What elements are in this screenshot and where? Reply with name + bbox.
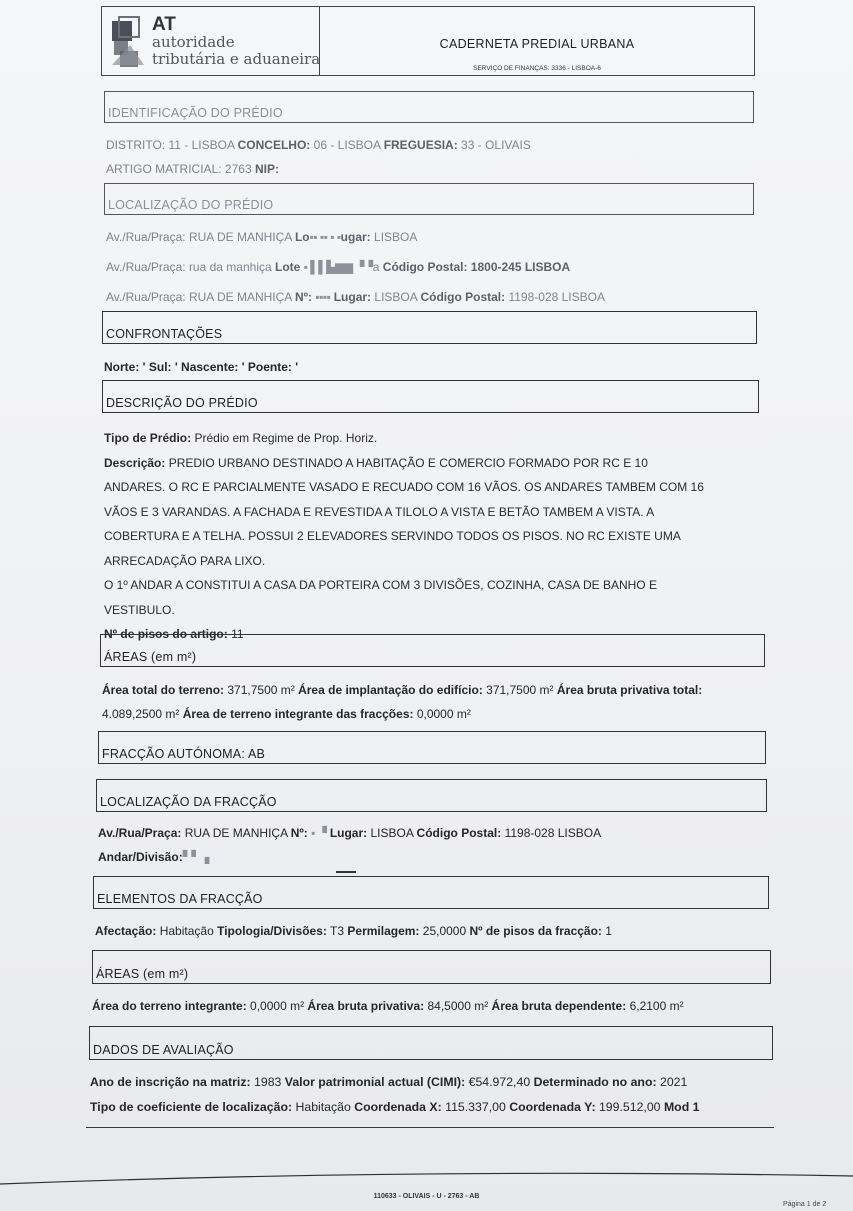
document-title: CADERNETA PREDIAL URBANA bbox=[439, 37, 635, 51]
document-header bbox=[101, 6, 755, 76]
afectacao-label: Afectação: bbox=[95, 924, 157, 938]
bruta-dependente-value: 6,2100 m² bbox=[629, 999, 684, 1013]
logo-line-2: tributária e aduaneira bbox=[152, 50, 321, 68]
section-identificacao bbox=[104, 91, 754, 123]
descricao-line-2: ANDARES. O RC E PARCIALMENTE VASADO E RECUADO COM 16 VÃOS. OS ANDARES TAMBEM COM 16 bbox=[104, 480, 704, 494]
lugar-label: Lugar: bbox=[333, 290, 372, 304]
page-number: Página 1 de 2 bbox=[783, 1201, 827, 1208]
section-descricao bbox=[102, 380, 759, 413]
mod-value: Mod 1 bbox=[663, 1100, 700, 1114]
redacted-text: ▪▪▪▪ bbox=[315, 290, 331, 304]
localizacao-row-1 bbox=[106, 230, 417, 245]
descricao-line-6: O 1º ANDAR A CONSTITUI A CASA DA PORTEIRA COM 3 DIVISÕES, COZINHA, CASA DE BANHO E bbox=[104, 578, 657, 592]
section-localizacao-fraccao bbox=[96, 779, 767, 812]
numero-label: Nº: bbox=[290, 826, 308, 840]
distrito-value: 11 - LISBOA bbox=[168, 138, 235, 152]
section-heading: ELEMENTOS DA FRACÇÃO bbox=[97, 892, 263, 906]
descricao-line-5: ARRECADAÇÃO PARA LIXO. bbox=[104, 553, 266, 568]
rua-value: RUA DE MANHIÇA bbox=[188, 230, 292, 244]
codigo-postal: Código Postal: 1800-245 LISBOA bbox=[382, 260, 571, 274]
section-confrontacoes bbox=[102, 311, 757, 344]
section-fraccao-autonoma bbox=[98, 731, 766, 764]
tipo-value: Prédio em Regime de Prop. Horiz. bbox=[194, 431, 378, 445]
coeficiente-value: Habitação bbox=[295, 1100, 351, 1114]
descricao-line-7: VESTIBULO. bbox=[104, 602, 175, 617]
terreno-integrante-label: Área do terreno integrante: bbox=[92, 999, 247, 1013]
section-localizacao-predio bbox=[104, 183, 754, 215]
areas-predio-line-1 bbox=[102, 683, 702, 698]
ano-inscricao-label: Ano de inscrição na matriz: bbox=[90, 1075, 251, 1089]
terreno-integrante-value: 0,0000 m² bbox=[416, 707, 471, 721]
section-heading: ÁREAS (em m²) bbox=[104, 650, 197, 664]
concelho-value: 06 - LISBOA bbox=[313, 138, 381, 152]
permilagem-value: 25,0000 bbox=[422, 924, 467, 938]
pisos-value: 11 bbox=[231, 627, 244, 641]
lote-label: Lo bbox=[294, 230, 310, 244]
footer-reference: 110633 - OLIVAIS - U - 2763 - AB bbox=[373, 1193, 480, 1200]
descricao-line-4: COBERTURA E A TELHA. POSSUI 2 ELEVADORES SERVINDO TODOS OS PISOS. NO RC EXISTE UMA bbox=[104, 529, 681, 543]
rua-value: RUA DE MANHIÇA bbox=[184, 826, 288, 840]
valor-patrimonial-label: Valor patrimonial actual (CIMI): bbox=[284, 1075, 466, 1089]
pisos-fraccao-value: 1 bbox=[605, 924, 612, 938]
distrito-label: DISTRITO: bbox=[106, 138, 166, 152]
rua-label: Av./Rua/Praça: bbox=[106, 230, 186, 244]
descricao-label: Descrição: bbox=[104, 455, 166, 470]
rua-value: RUA DE MANHIÇA bbox=[188, 290, 292, 304]
ano-inscricao-value: 1983 bbox=[254, 1075, 282, 1089]
avaliacao-line-1 bbox=[90, 1075, 687, 1090]
rua-label: Av./Rua/Praça: bbox=[98, 826, 182, 840]
tipo-label: Tipo de Prédio: bbox=[104, 431, 192, 445]
redacted-text: ▪ ▌▌▙▆▆ ▝▝ bbox=[303, 260, 373, 274]
descricao-text: PREDIO URBANO DESTINADO A HABITAÇÃO E COMERCIO FORMADO POR RC E 10 bbox=[168, 455, 648, 470]
tipologia-label: Tipologia/Divisões: bbox=[217, 924, 327, 938]
afectacao-value: Habitação bbox=[159, 924, 214, 938]
implantacao-label: Área de implantação do edifício: bbox=[298, 683, 483, 697]
pisos-fraccao-label: Nº de pisos da fracção: bbox=[469, 924, 602, 938]
section-areas-predio bbox=[100, 634, 765, 667]
numero-label: Nº: bbox=[294, 290, 313, 304]
redacted-text: ▪▪ ▪▪ ▪ ▪ bbox=[309, 230, 341, 244]
section-heading: DESCRIÇÃO DO PRÉDIO bbox=[106, 396, 258, 410]
terreno-value: 371,7500 m² bbox=[227, 683, 295, 697]
nip-label: NIP: bbox=[254, 162, 279, 176]
descricao-block bbox=[104, 426, 764, 647]
servico-financas: SERVIÇO DE FINANÇAS: 3336 - LISBOA-6 bbox=[473, 65, 601, 72]
section-areas-fraccao bbox=[92, 950, 771, 984]
rua-label: Av./Rua/Praça: bbox=[106, 290, 186, 304]
terreno-integrante-label: Área de terreno integrante das fracções: bbox=[182, 707, 414, 721]
bruta-privativa-total-value: 4.089,2500 m² bbox=[102, 707, 180, 721]
header-title-cell bbox=[320, 7, 754, 75]
artigo-label: ARTIGO MATRICIAL: bbox=[106, 162, 222, 176]
localizacao-row-2 bbox=[106, 260, 570, 275]
codigo-postal-label: Código Postal: bbox=[420, 290, 506, 304]
lote-label: Lote bbox=[275, 260, 301, 274]
localizacao-row-3 bbox=[106, 290, 605, 305]
artigo-value: 2763 bbox=[224, 162, 252, 176]
lugar-label: ugar: bbox=[340, 230, 371, 244]
codigo-postal-value: 1198-028 LISBOA bbox=[508, 290, 605, 304]
redacted-text: ▘▘▗ bbox=[182, 850, 209, 864]
permilagem-label: Permilagem: bbox=[347, 924, 420, 938]
concelho-label: CONCELHO: bbox=[237, 138, 311, 152]
coeficiente-label: Tipo de coeficiente de localização: bbox=[90, 1100, 293, 1114]
codigo-postal-value: 1198-028 LISBOA bbox=[504, 826, 602, 840]
implantacao-value: 371,7500 m² bbox=[486, 683, 554, 697]
fraccao-heading: FRACÇÃO AUTÓNOMA: AB bbox=[102, 747, 266, 761]
coordenada-y-label: Coordenada Y: bbox=[509, 1100, 596, 1114]
descricao-line-3: VÃOS E 3 VARANDAS. A FACHADA E REVESTIDA A TILOLO A VISTA E BETÃO TAMBEM A VISTA. A bbox=[104, 504, 655, 519]
avaliacao-line-2 bbox=[90, 1100, 699, 1115]
confrontacoes-text: Norte: ' Sul: ' Nascente: ' Poente: ' bbox=[104, 360, 299, 374]
section-heading: LOCALIZAÇÃO DA FRACÇÃO bbox=[100, 795, 277, 809]
coordenada-y-value: 199.512,00 bbox=[598, 1100, 661, 1114]
descricao-line-1 bbox=[104, 451, 764, 476]
determinado-ano-value: 2021 bbox=[659, 1075, 688, 1089]
confrontacoes-line bbox=[104, 360, 298, 375]
determinado-ano-label: Determinado no ano: bbox=[533, 1075, 657, 1089]
lugar-value: LISBOA bbox=[370, 826, 414, 840]
rua-label: Av./Rua/Praça: bbox=[106, 260, 186, 274]
pisos-label: Nº de pisos do artigo: bbox=[104, 627, 228, 641]
redacted-tail: a bbox=[372, 260, 380, 274]
andar-line bbox=[98, 850, 209, 865]
coordenada-x-value: 115.337,00 bbox=[445, 1100, 506, 1114]
section-heading: LOCALIZAÇÃO DO PRÉDIO bbox=[108, 198, 274, 212]
footer-divider bbox=[0, 1168, 853, 1192]
lugar-value: LISBOA bbox=[374, 230, 418, 244]
end-rule bbox=[86, 1127, 774, 1128]
tipologia-value: T3 bbox=[330, 924, 345, 938]
tipo-predio-line bbox=[104, 426, 764, 451]
areas-fraccao-line bbox=[92, 999, 684, 1014]
bruta-dependente-label: Área bruta dependente: bbox=[491, 999, 627, 1013]
at-emblem-icon bbox=[110, 15, 148, 69]
distrito-line bbox=[106, 138, 531, 153]
lugar-label: Lugar: bbox=[329, 826, 368, 840]
logo-at-text: AT bbox=[152, 14, 176, 35]
andar-label: Andar/Divisão: bbox=[98, 850, 183, 864]
section-elementos-fraccao bbox=[93, 876, 769, 909]
elementos-line bbox=[95, 924, 612, 939]
redacted-text: ▪ ▝ bbox=[311, 826, 327, 840]
section-heading: ÁREAS (em m²) bbox=[96, 967, 189, 981]
terreno-label: Área total do terreno: bbox=[102, 683, 225, 697]
localizacao-fraccao-line-1 bbox=[98, 826, 601, 841]
artigo-line bbox=[106, 162, 279, 177]
section-dados-avaliacao bbox=[89, 1026, 773, 1060]
print-mark bbox=[336, 871, 356, 873]
valor-patrimonial-value: €54.972,40 bbox=[468, 1075, 531, 1089]
bruta-privativa-label: Área bruta privativa: bbox=[307, 999, 425, 1013]
rua-value: rua da manhiça bbox=[188, 260, 272, 274]
logo-line-1: autoridade bbox=[152, 33, 235, 51]
lugar-value: LISBOA bbox=[374, 290, 418, 304]
section-heading: IDENTIFICAÇÃO DO PRÉDIO bbox=[108, 106, 283, 120]
section-heading: CONFRONTAÇÕES bbox=[106, 327, 223, 341]
areas-predio-line-2 bbox=[102, 707, 471, 722]
codigo-postal-label: Código Postal: bbox=[416, 826, 502, 840]
bruta-privativa-value: 84,5000 m² bbox=[427, 999, 489, 1013]
bruta-privativa-total-label: Área bruta privativa total: bbox=[556, 683, 703, 697]
freguesia-value: 33 - OLIVAIS bbox=[461, 138, 531, 152]
section-heading: DADOS DE AVALIAÇÃO bbox=[93, 1043, 234, 1057]
coordenada-x-label: Coordenada X: bbox=[354, 1100, 442, 1114]
at-logo bbox=[102, 7, 320, 75]
freguesia-label: FREGUESIA: bbox=[383, 138, 458, 152]
terreno-integrante-value: 0,0000 m² bbox=[250, 999, 305, 1013]
